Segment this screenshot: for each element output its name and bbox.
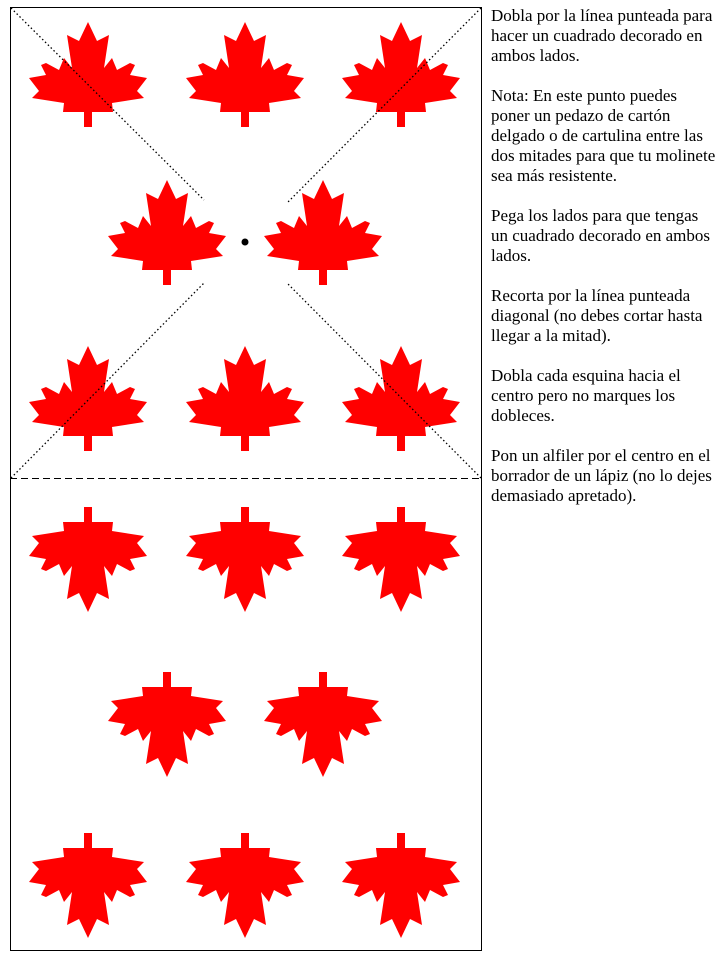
maple-leaf — [29, 346, 147, 451]
instructions-panel — [491, 6, 717, 526]
maple-leaf — [186, 22, 304, 127]
maple-leaf-inverted — [186, 833, 304, 938]
cut-line-bottom-left — [11, 283, 204, 478]
maple-leaf — [108, 180, 226, 285]
bottom-half-leaves — [29, 507, 460, 938]
instruction-step: Recorta por la línea punteada diagonal (no debes cortar hasta llegar a la mitad). — [491, 286, 703, 345]
instruction-step: Dobla cada esquina hacia el centro pero no marques los dobleces. — [491, 366, 681, 425]
maple-leaf — [264, 180, 382, 285]
maple-leaf-inverted — [342, 507, 460, 612]
maple-leaf-inverted — [186, 507, 304, 612]
pin-dot — [242, 239, 249, 246]
maple-leaf-inverted — [29, 833, 147, 938]
instruction-note: Nota: En este punto puedes poner un pedazo de cartón delgado o de cartulina entre las dos mitades para que tu molinete sea más resistente. — [491, 86, 716, 185]
instruction-step: Pon un alfiler por el centro en el borrador de un lápiz (no lo dejes demasiado apretado). — [491, 446, 712, 505]
maple-leaf-inverted — [29, 507, 147, 612]
maple-leaf — [186, 346, 304, 451]
maple-leaf — [342, 22, 460, 127]
maple-leaf-inverted — [264, 672, 382, 777]
instruction-step: Pega los lados para que tengas un cuadrado decorado en ambos lados. — [491, 206, 711, 265]
instruction-step: Dobla por la línea punteada para hacer un cuadrado decorado en ambos lados. — [491, 6, 713, 65]
maple-leaf-inverted — [342, 833, 460, 938]
top-half-leaves — [29, 22, 460, 451]
maple-leaf — [29, 22, 147, 127]
maple-leaf-inverted — [108, 672, 226, 777]
